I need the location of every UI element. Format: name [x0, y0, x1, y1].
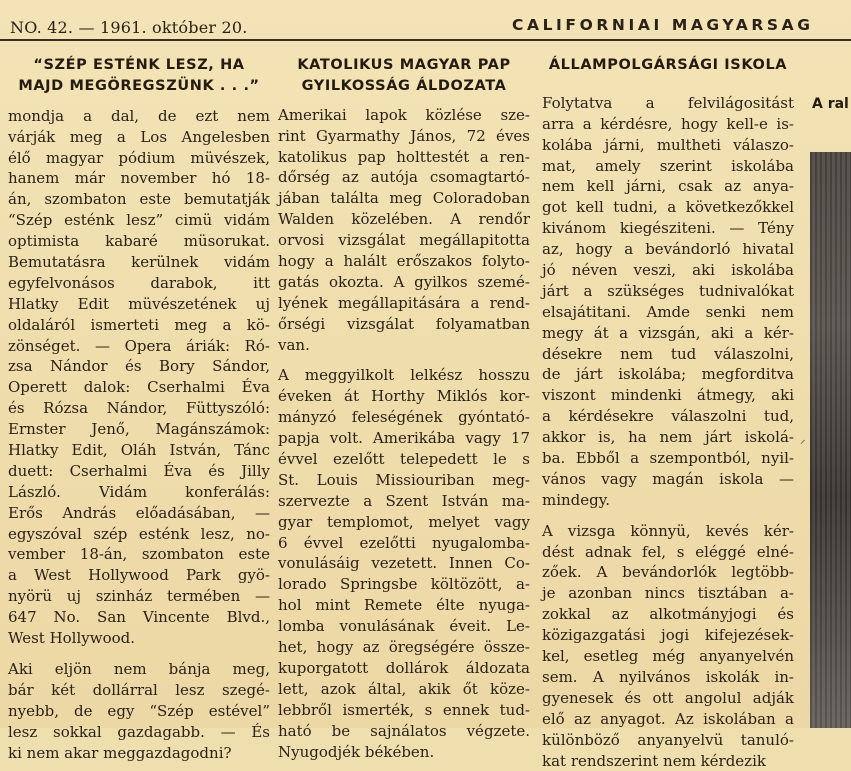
- text-line: hogy a halált erőszakos folyto-: [278, 251, 530, 272]
- text-line: megy át a vizsgán, aki a kér-: [542, 323, 794, 344]
- text-line: rint Gyarmathy János, 72 éves: [278, 126, 530, 147]
- text-line: dést adnak fel, s eléggé elné-: [542, 542, 794, 563]
- text-line: désekre nem tud válaszolni,: [542, 344, 794, 365]
- text-line: jában találta meg Coloradoban: [278, 188, 530, 209]
- text-line: orvosi vizsgálat megállapitotta: [278, 230, 530, 251]
- text-line: Hlatky Edit müvészetének uj: [8, 294, 270, 315]
- text-line: vember 18-án, szombaton este: [8, 544, 270, 565]
- text-line: jó néven veszi, aki iskolába: [542, 260, 794, 281]
- text-line: közigazgatási jogi kifejezések-: [542, 625, 794, 646]
- article-headline: [278, 56, 530, 98]
- text-line: mányzó feleségének gyóntató-: [278, 407, 530, 428]
- text-line: nyebb, de egy “Szép estével”: [8, 701, 270, 722]
- text-line: és Rózsa Nándor, Füttyszóló:: [8, 398, 270, 419]
- text-line: szervezte a Szent István ma-: [278, 491, 530, 512]
- text-line: gatás okozta. A gyilkos szemé-: [278, 272, 530, 293]
- text-line: ba. Ebből a szempontból, nyil-: [542, 448, 794, 469]
- text-line: őrségi vizsgálat folyamatban: [278, 314, 530, 335]
- text-line: 6 évvel ezelőtti nyugalomba-: [278, 533, 530, 554]
- text-line: viszont mindenki átmegy, aki: [542, 385, 794, 406]
- masthead-rule: [0, 39, 851, 41]
- text-line: nyörü uj szinház termében —: [8, 586, 270, 607]
- text-line: zönséget. — Opera áriák: Ró-: [8, 336, 270, 357]
- article-column-2: [278, 56, 530, 762]
- text-line: elő az anyagot. Az iskolában a: [542, 709, 794, 730]
- text-line: vonulásáig vezetett. Innen Co-: [278, 553, 530, 574]
- text-line: de járt iskolába; megforditva: [542, 364, 794, 385]
- text-line: gyenesek és ott angolul adják: [542, 688, 794, 709]
- text-line: optimista kabaré müsorukat.: [8, 231, 270, 252]
- text-line: éveken át Horthy Miklós kor-: [278, 386, 530, 407]
- text-line: nem kell járni, csak az anya-: [542, 176, 794, 197]
- text-line: Ernster Jenő, Magánszámok:: [8, 419, 270, 440]
- photo-caption: A ral: [812, 96, 849, 112]
- article-column-3: [542, 56, 794, 771]
- paragraph-gap: [278, 355, 530, 365]
- article-body: [8, 106, 270, 764]
- text-line: Bemutatásra kerülnek vidám: [8, 252, 270, 273]
- text-line: kat rendszerint nem kérdezik: [542, 751, 794, 771]
- text-line: gyar templomot, melyet vagy: [278, 512, 530, 533]
- text-line: hol mint Remete élte nyuga-: [278, 595, 530, 616]
- article-headline: [8, 56, 270, 98]
- text-line: Operett dalok: Cserhalmi Éva: [8, 377, 270, 398]
- text-line: Nyugodjék békében.: [278, 742, 530, 763]
- text-line: ki nem akar meggazdagodni?: [8, 743, 270, 764]
- text-line: Erős András előadásában, —: [8, 503, 270, 524]
- text-line: akkor is, ha nem járt iskolá-: [542, 427, 794, 448]
- text-line: zőek. A bevándorlók legtöbb-: [542, 562, 794, 583]
- text-line: sem. A nyilvános iskolák in-: [542, 667, 794, 688]
- text-line: án, szombaton este bemutatják: [8, 189, 270, 210]
- text-line: vános vagy magán iskola —: [542, 469, 794, 490]
- headline-line: “SZÉP ESTÉNK LESZ, HA: [8, 56, 270, 77]
- headline-line: MAJD MEGÖREGSZÜNK . . .”: [8, 77, 270, 98]
- text-line: mat, amely szerint iskolába: [542, 156, 794, 177]
- text-line: László. Vidám konferálás:: [8, 482, 270, 503]
- text-line: az, hogy a bevándorló hivatal: [542, 239, 794, 260]
- headline-line: KATOLIKUS MAGYAR PAP: [278, 56, 530, 77]
- text-line: egyszóval szép esténk lesz, no-: [8, 524, 270, 545]
- text-line: Aki eljön nem bánja meg,: [8, 659, 270, 680]
- text-line: lett, azok által, akik őt köze-: [278, 679, 530, 700]
- text-line: a West Hollywood Park gyö-: [8, 565, 270, 586]
- text-line: Walden közelében. A rendőr: [278, 209, 530, 230]
- text-line: A meggyilkolt lelkész hosszu: [278, 365, 530, 386]
- text-line: hanem már november hó 18-: [8, 168, 270, 189]
- text-line: lebbről ismerték, s ennek tud-: [278, 700, 530, 721]
- ink-mark: ⸝: [800, 432, 808, 440]
- article-column-1: [8, 56, 270, 763]
- masthead: [0, 0, 851, 42]
- text-line: katolikus pap holttestét a ren-: [278, 147, 530, 168]
- text-line: A vizsga könnyü, kevés kér-: [542, 521, 794, 542]
- text-line: lesz sokkal gazdagabb. — És: [8, 722, 270, 743]
- text-line: kolába járni, multheti válaszo-: [542, 135, 794, 156]
- text-line: papja volt. Amerikába vagy 17: [278, 428, 530, 449]
- text-line: zsa Nándor és Bory Sándor,: [8, 356, 270, 377]
- text-line: dőrség az autója csomagtartó-: [278, 167, 530, 188]
- text-line: van.: [278, 335, 530, 356]
- newspaper-title: CALIFORNIAI MAGYARSAG: [512, 16, 814, 34]
- text-line: kuporgatott dollárok áldozata: [278, 658, 530, 679]
- halftone-photo: [810, 152, 851, 728]
- text-line: oldaláról ismerteti meg a kö-: [8, 315, 270, 336]
- text-line: elsajátitani. Amde senki nem: [542, 302, 794, 323]
- text-line: egyfelvonásos darabok, itt: [8, 273, 270, 294]
- text-line: lyének megállapitására a rend-: [278, 293, 530, 314]
- text-line: kivánom kiegésziteni. — Tény: [542, 218, 794, 239]
- text-line: mindegy.: [542, 490, 794, 511]
- text-line: “Szép esténk lesz” cimü vidám: [8, 210, 270, 231]
- paragraph-gap: [8, 649, 270, 659]
- text-line: got kell tudni, a következőkkel: [542, 197, 794, 218]
- text-line: járt a szükséges tudnivalókat: [542, 281, 794, 302]
- article-body: [278, 105, 530, 763]
- text-line: 647 No. San Vincente Blvd.,: [8, 607, 270, 628]
- text-line: a kérdésekre válaszolni tud,: [542, 406, 794, 427]
- text-line: évvel ezelőtt telepedett le s: [278, 449, 530, 470]
- text-line: lorado Springsbe költözött, a-: [278, 574, 530, 595]
- text-line: Hlatky Edit, Oláh István, Tánc: [8, 440, 270, 461]
- text-line: West Hollywood.: [8, 628, 270, 649]
- text-line: bár két dollárral lesz szegé-: [8, 680, 270, 701]
- article-headline: [542, 56, 794, 77]
- text-line: zokkal az alkotmányjogi és: [542, 604, 794, 625]
- text-line: élő magyar pódium müvészek,: [8, 148, 270, 169]
- headline-line: GYILKOSSÁG ÁLDOZATA: [278, 77, 530, 98]
- text-line: arra a kérdésre, hogy kell-e is-: [542, 114, 794, 135]
- text-line: mondja a dal, de ezt nem: [8, 106, 270, 127]
- headline-line: ÁLLAMPOLGÁRSÁGI ISKOLA: [542, 56, 794, 77]
- text-line: Folytatva a felvilágositást: [542, 93, 794, 114]
- article-body: [542, 93, 794, 771]
- text-line: Amerikai lapok közlése sze-: [278, 105, 530, 126]
- text-line: duett: Cserhalmi Éva és Jilly: [8, 461, 270, 482]
- text-line: várják meg a Los Angelesben: [8, 127, 270, 148]
- text-line: különböző anyanyelvü tanuló-: [542, 730, 794, 751]
- issue-line: NO. 42. — 1961. október 20.: [10, 18, 248, 37]
- text-line: je azonban nincs tisztában a-: [542, 583, 794, 604]
- paragraph-gap: [542, 511, 794, 521]
- text-line: kel, esetleg még anyanyelvén: [542, 646, 794, 667]
- text-line: St. Louis Missiouriban meg-: [278, 470, 530, 491]
- text-line: ható be sajnálatos végzete.: [278, 721, 530, 742]
- text-line: lomba vonulásának éveit. Le-: [278, 616, 530, 637]
- text-line: het, hogy az öregségére össze-: [278, 637, 530, 658]
